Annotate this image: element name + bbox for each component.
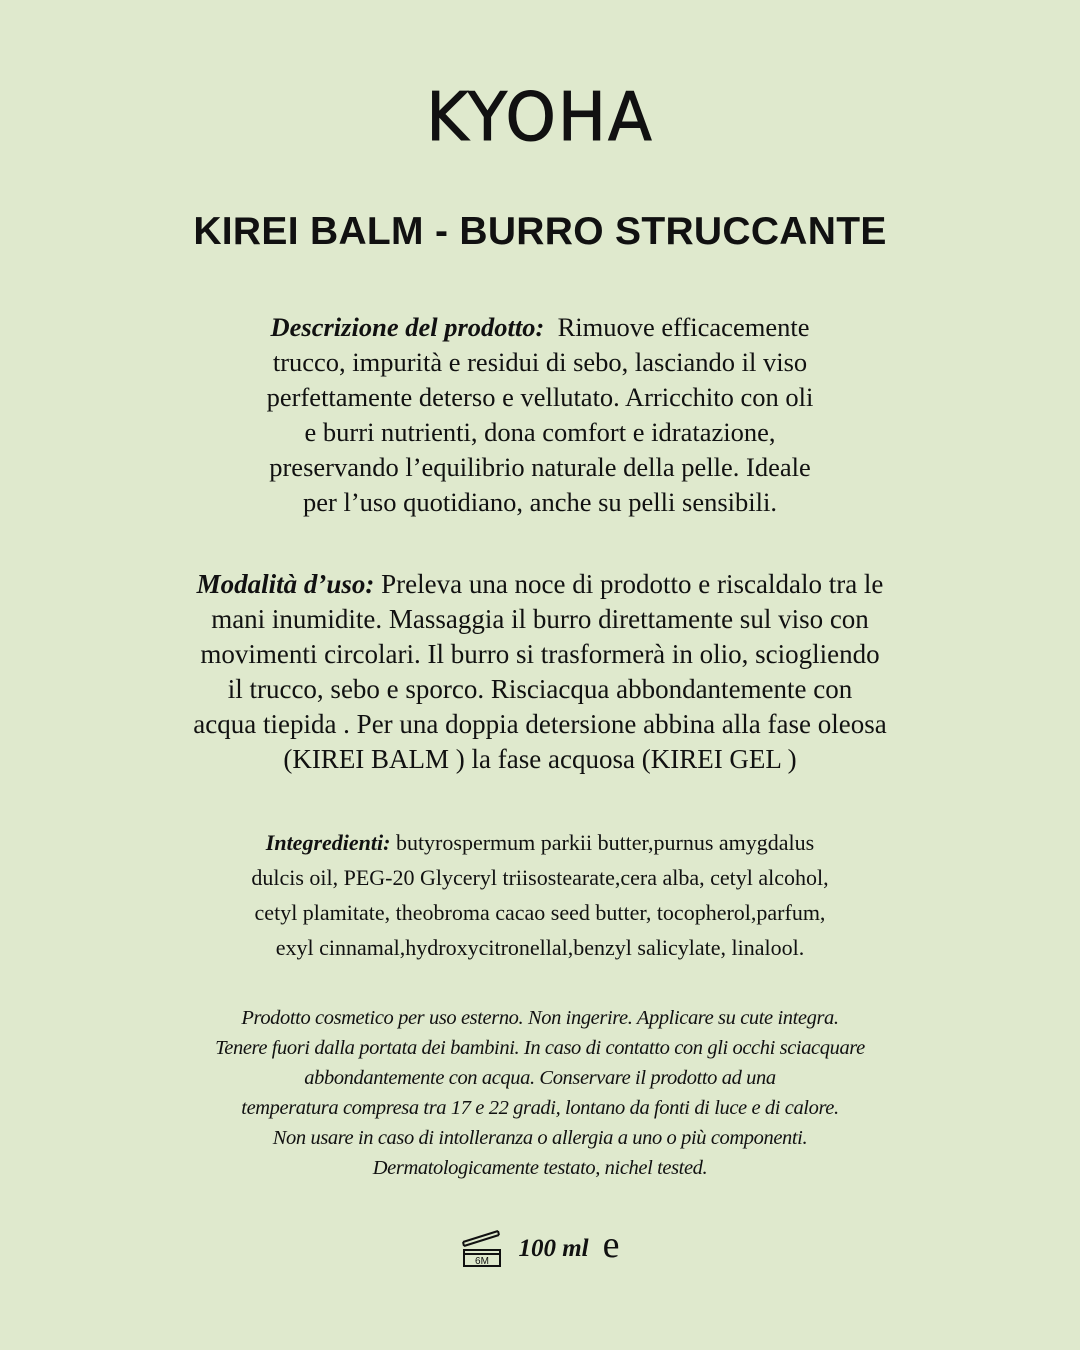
description-line: preservando l’equilibrio naturale della pelle. Ideale: [269, 452, 811, 482]
usage-label: Modalità d’uso:: [196, 569, 375, 599]
description-line: per l’uso quotidiano, anche su pelli sensibili.: [303, 487, 777, 517]
description-line: Rimuove efficacemente: [557, 312, 810, 342]
usage-line: Preleva una noce di prodotto e riscaldalo tra le: [381, 569, 884, 599]
ingredients-label: Integredienti:: [265, 830, 391, 855]
pao-jar-icon: [460, 1228, 504, 1270]
usage-line: mani inumidite. Massaggia il burro direttamente sul viso con: [211, 604, 869, 634]
ingredients-line: exyl cinnamal,hydroxycitronellal,benzyl salicylate, linalool.: [275, 935, 805, 960]
ingredients-line: cetyl plamitate, theobroma cacao seed butter, tocopherol,parfum,: [254, 900, 826, 925]
footer: [0, 1224, 1080, 1270]
usage-line: il trucco, sebo e sporco. Risciacqua abbondantemente con: [227, 674, 853, 704]
estimated-sign-icon: e: [602, 1224, 620, 1266]
brand-name: KYOHA: [426, 79, 654, 157]
warning-line: Tenere fuori dalla portata dei bambini. In caso di contatto con gli occhi sciacquare: [215, 1037, 865, 1059]
warning-line: Dermatologicamente testato, nichel tested.: [372, 1157, 708, 1179]
ingredients-line: butyrospermum parkii butter,purnus amygdalus: [395, 830, 815, 855]
warnings-section: [0, 1003, 1080, 1183]
volume: 100 ml: [518, 1235, 589, 1262]
ingredients-line: dulcis oil, PEG-20 Glyceryl triisostearate,cera alba, cetyl alcohol,: [251, 865, 829, 890]
description-line: perfettamente deterso e vellutato. Arricchito con oli: [266, 382, 814, 412]
usage-line: (KIREI BALM ) la fase acquosa (KIREI GEL ): [283, 744, 797, 774]
description-section: [0, 310, 1080, 520]
warning-line: Prodotto cosmetico per uso esterno. Non ingerire. Applicare su cute integra.: [241, 1007, 839, 1029]
brand-logo: [0, 80, 1080, 156]
usage-line: acqua tiepida . Per una doppia detersione abbina alla fase oleosa: [193, 709, 887, 739]
usage-line: movimenti circolari. Il burro si trasformerà in olio, sciogliendo: [200, 639, 880, 669]
description-label: Descrizione del prodotto:: [270, 312, 545, 342]
product-title: KIREI BALM - BURRO STRUCCANTE: [193, 210, 887, 253]
warning-line: temperatura compresa tra 17 e 22 gradi, lontano da fonti di luce e di calore.: [241, 1097, 839, 1119]
ingredients-section: [0, 825, 1080, 965]
pao-label: 6M: [475, 1256, 490, 1267]
warning-line: Non usare in caso di intolleranza o allergia a uno o più componenti.: [272, 1127, 808, 1149]
warning-line: abbondantemente con acqua. Conservare il prodotto ad una: [304, 1067, 776, 1089]
description-line: e burri nutrienti, dona comfort e idratazione,: [304, 417, 776, 447]
description-line: trucco, impurità e residui di sebo, lasciando il viso: [272, 347, 808, 377]
usage-section: [0, 567, 1080, 777]
